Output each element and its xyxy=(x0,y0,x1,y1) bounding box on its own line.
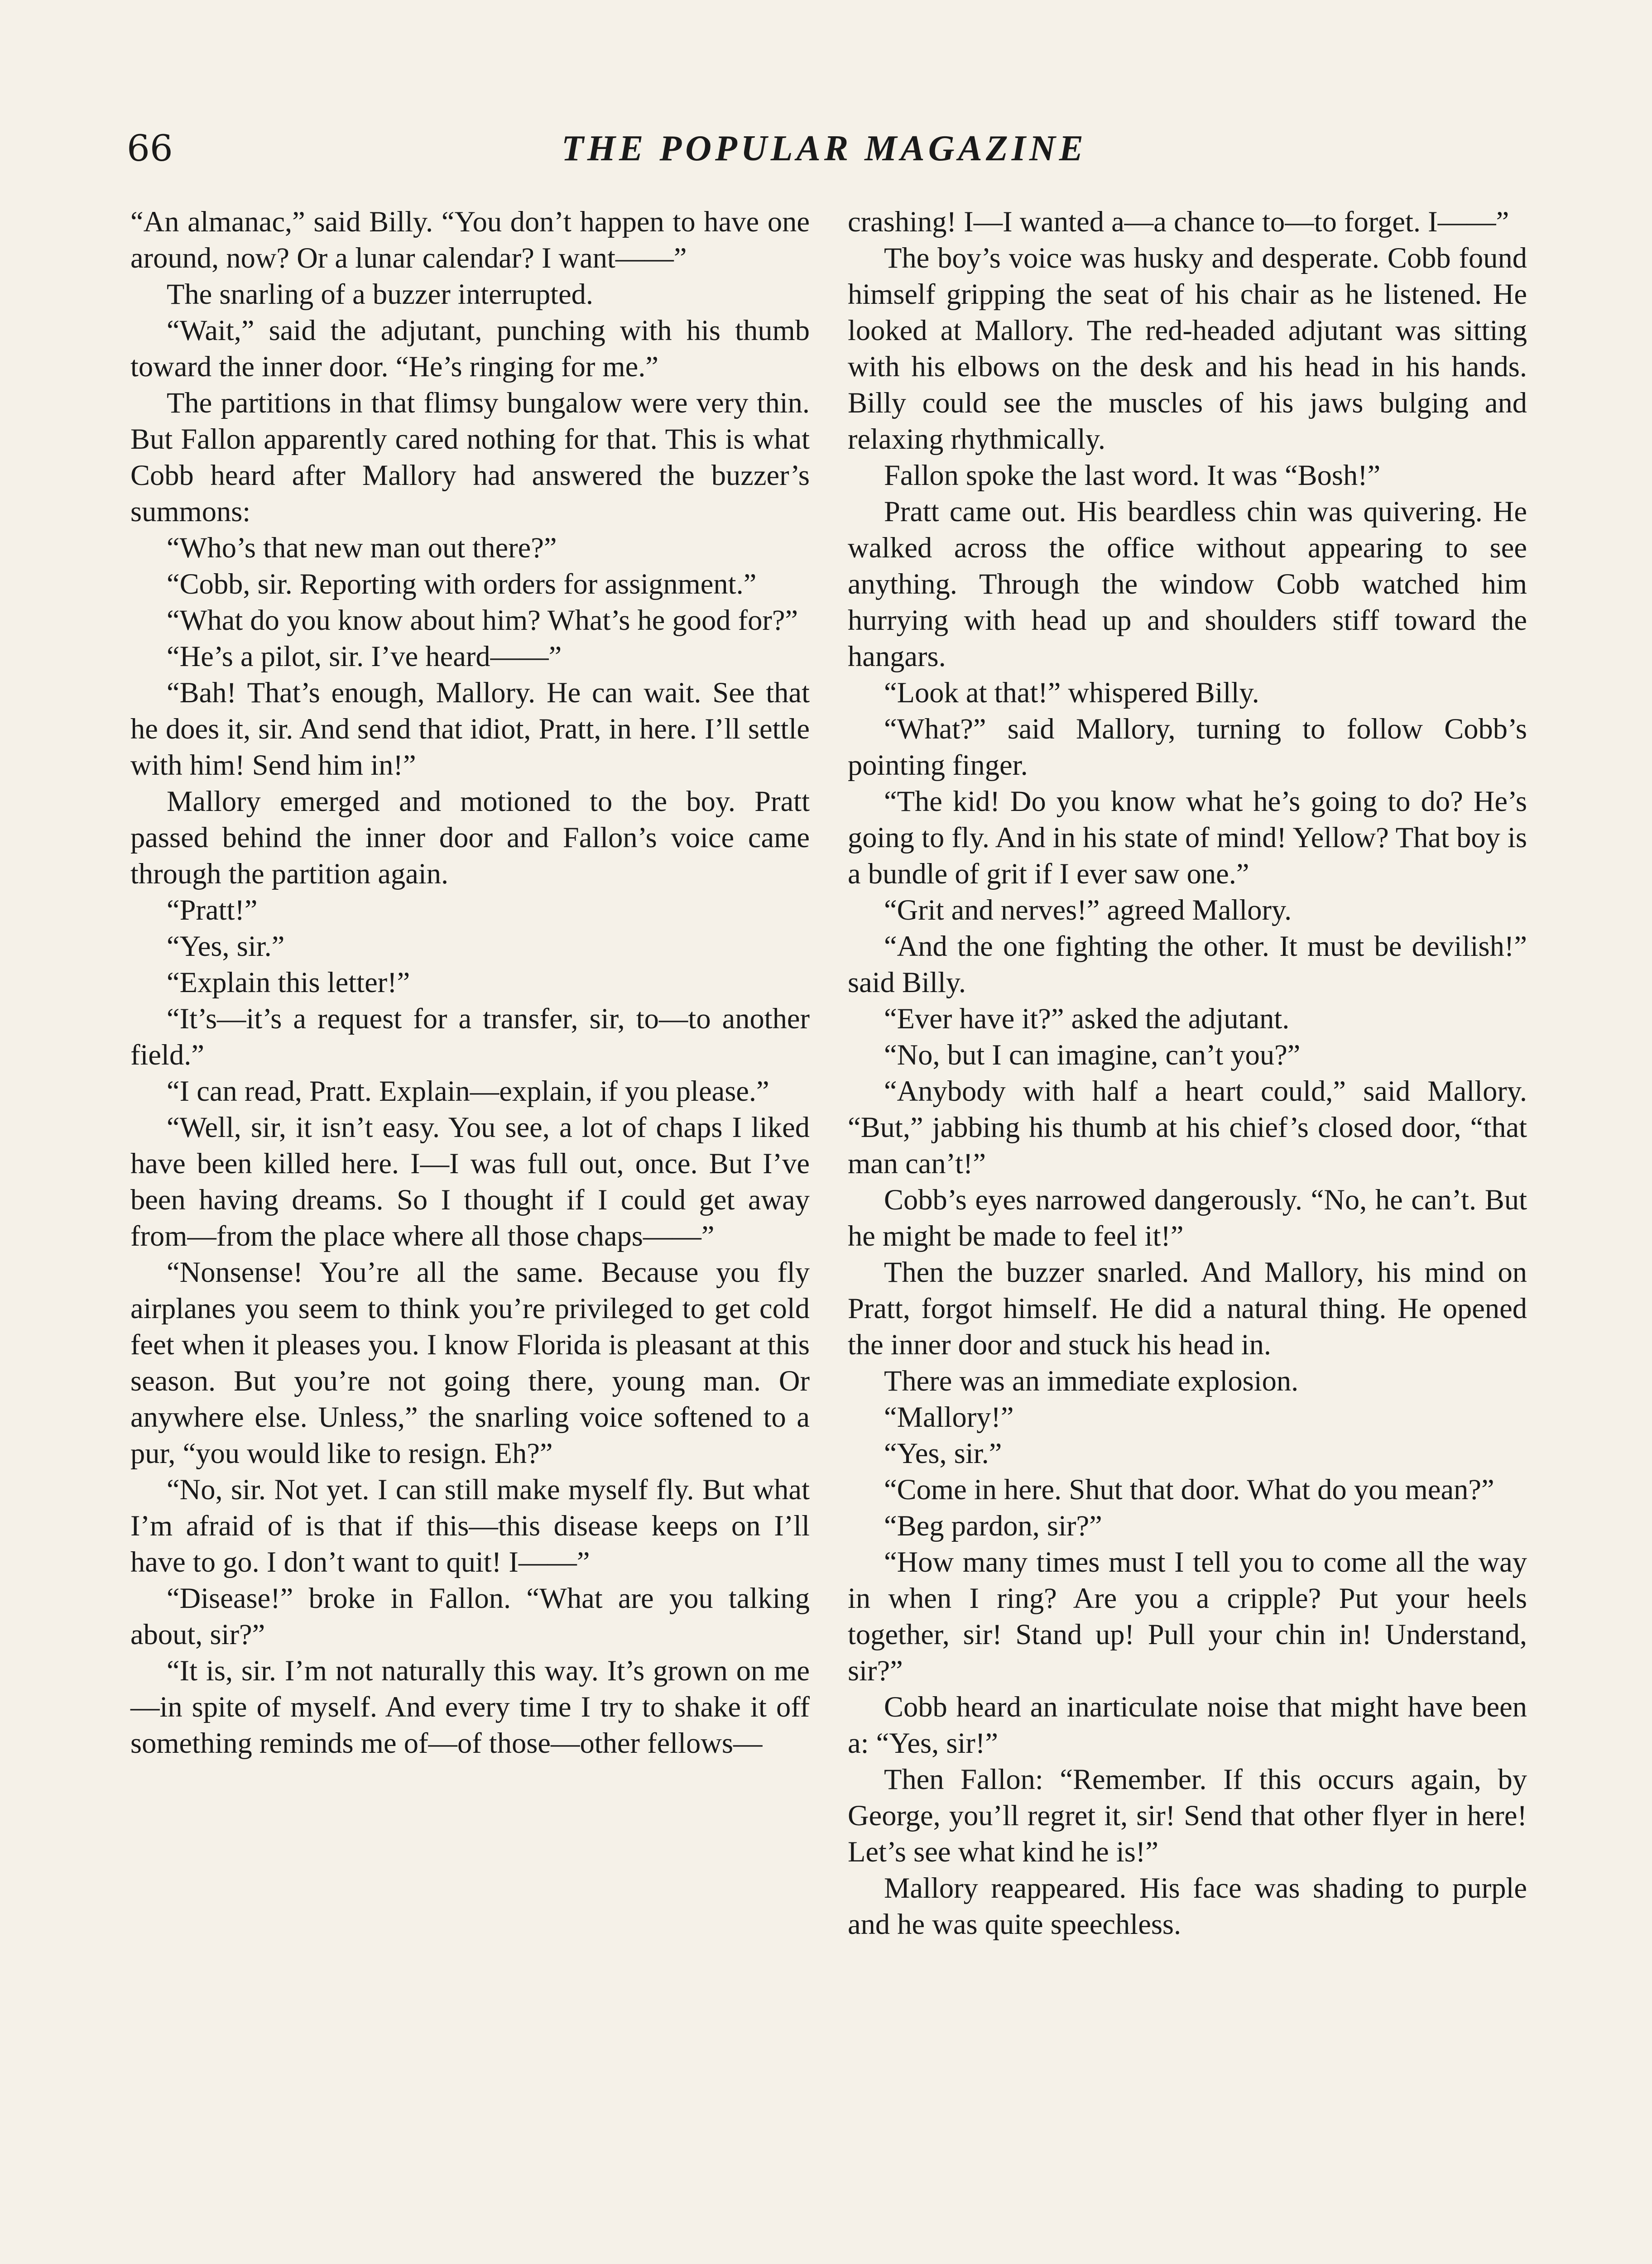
paragraph: The boy’s voice was husky and desperate. Cobb found himself gripping the seat of his chair as he listened. He looked at Mallory. The red-headed adjutant was sitting with his elbows on the desk and his head in his hands. Billy could see the muscles of his jaws bulging and relaxing rhythmically. xyxy=(848,242,1527,455)
paragraph: “What do you know about him? What’s he good for?” xyxy=(167,604,798,636)
paragraph: Pratt came out. His beardless chin was quivering. He walked across the office without appearing to see anything. Through the window Cobb watched him hurrying with head up and shoulders stiff toward the hangars. xyxy=(848,495,1527,672)
paragraph: “Beg pardon, sir?” xyxy=(884,1510,1102,1542)
page-number: 66 xyxy=(127,127,173,169)
paragraph: “Come in here. Shut that door. What do you mean?” xyxy=(884,1473,1494,1506)
paragraph: Cobb’s eyes narrowed dangerously. “No, he can’t. But he might be made to feel it!” xyxy=(848,1184,1527,1252)
paragraph: “Well, sir, it isn’t easy. You see, a lot of chaps I liked have been killed here. I—I was full out, once. But I’ve been having dreams. So I thought if I could get away from—from the place where all those chaps——” xyxy=(130,1111,810,1252)
paragraph: “Who’s that new man out there?” xyxy=(167,532,557,564)
left-text-column xyxy=(130,204,810,1761)
paragraph: “Grit and nerves!” agreed Mallory. xyxy=(884,894,1292,926)
paragraph: “I can read, Pratt. Explain—explain, if you please.” xyxy=(167,1075,769,1107)
paragraph: “It is, sir. I’m not naturally this way. It’s grown on me—in spite of myself. And every time I try to shake it off something reminds me of—of those—other fellows— xyxy=(130,1655,810,1759)
paragraph: “Look at that!” whispered Billy. xyxy=(884,676,1259,709)
paragraph: Then the buzzer snarled. And Mallory, his mind on Pratt, forgot himself. He did a natural thing. He opened the inner door and stuck his head in. xyxy=(848,1256,1527,1361)
paragraph: “Pratt!” xyxy=(167,894,258,926)
paragraph: There was an immediate explosion. xyxy=(884,1365,1299,1397)
paragraph: “What?” said Mallory, turning to follow Cobb’s pointing finger. xyxy=(848,713,1527,781)
paragraph: “Yes, sir.” xyxy=(167,930,285,962)
paragraph: “Mallory!” xyxy=(884,1401,1014,1433)
paragraph: Mallory reappeared. His face was shading to purple and he was quite speechless. xyxy=(848,1872,1527,1940)
paragraph: “The kid! Do you know what he’s going to do? He’s going to fly. And in his state of mind! Yellow? That boy is a bundle of grit if I ever saw one.” xyxy=(848,785,1527,890)
paragraph: “Bah! That’s enough, Mallory. He can wait. See that he does it, sir. And send that idiot, Pratt, in here. I’ll settle with him! Send him in!” xyxy=(130,676,810,781)
paragraph: “Cobb, sir. Reporting with orders for assignment.” xyxy=(167,568,757,600)
paragraph: “Explain this letter!” xyxy=(167,966,410,998)
paragraph: Cobb heard an inarticulate noise that might have been a: “Yes, sir!” xyxy=(848,1691,1527,1759)
paragraph: Fallon spoke the last word. It was “Bosh!” xyxy=(884,459,1381,491)
paragraph: “No, but I can imagine, can’t you?” xyxy=(884,1039,1301,1071)
magazine-title: THE POPULAR MAGAZINE xyxy=(561,129,1087,168)
paragraph: “How many times must I tell you to come all the way in when I ring? Are you a cripple? Put your heels together, sir! Stand up! Pull your chin in! Understand, sir?” xyxy=(848,1546,1527,1687)
paragraph: “Anybody with half a heart could,” said Mallory. “But,” jabbing his thumb at his chief’s closed door, “that man can’t!” xyxy=(848,1075,1527,1180)
paragraph: “Disease!” broke in Fallon. “What are you talking about, sir?” xyxy=(130,1582,810,1650)
page-header xyxy=(127,117,1522,180)
right-text-column xyxy=(848,204,1527,1943)
paragraph: “It’s—it’s a request for a transfer, sir, to—to another field.” xyxy=(130,1002,810,1071)
paragraph: “An almanac,” said Billy. “You don’t happen to have one around, now? Or a lunar calendar? I want——” xyxy=(130,206,810,274)
paragraph: The snarling of a buzzer interrupted. xyxy=(167,278,594,310)
paragraph: “He’s a pilot, sir. I’ve heard——” xyxy=(167,640,562,672)
paragraph: Then Fallon: “Remember. If this occurs again, by George, you’ll regret it, sir! Send that other flyer in here! Let’s see what kind he is!” xyxy=(848,1763,1527,1868)
paragraph: “Ever have it?” asked the adjutant. xyxy=(884,1002,1290,1035)
paragraph: The partitions in that flimsy bungalow were very thin. But Fallon apparently cared nothing for that. This is what Cobb heard after Mallory had answered the buzzer’s summons: xyxy=(130,387,810,528)
paragraph: crashing! I—I wanted a—a chance to—to forget. I——” xyxy=(848,206,1509,238)
paragraph: “And the one fighting the other. It must be devilish!” said Billy. xyxy=(848,930,1527,998)
paragraph: “Yes, sir.” xyxy=(884,1437,1002,1469)
paragraph: Mallory emerged and motioned to the boy. Pratt passed behind the inner door and Fallon’s voice came through the partition again. xyxy=(130,785,810,890)
paragraph: “Wait,” said the adjutant, punching with his thumb toward the inner door. “He’s ringing for me.” xyxy=(130,314,810,383)
paragraph: “No, sir. Not yet. I can still make myself fly. But what I’m afraid of is that if this—this disease keeps on I’ll have to go. I don’t want to quit! I——” xyxy=(130,1473,810,1578)
paragraph: “Nonsense! You’re all the same. Because you fly airplanes you seem to think you’re privileged to get cold feet when it pleases you. I know Florida is pleasant at this season. But you’re not going there, young man. Or anywhere else. Unless,” the snarling voice softened to a pur, “you would like to resign. Eh?” xyxy=(130,1256,810,1469)
